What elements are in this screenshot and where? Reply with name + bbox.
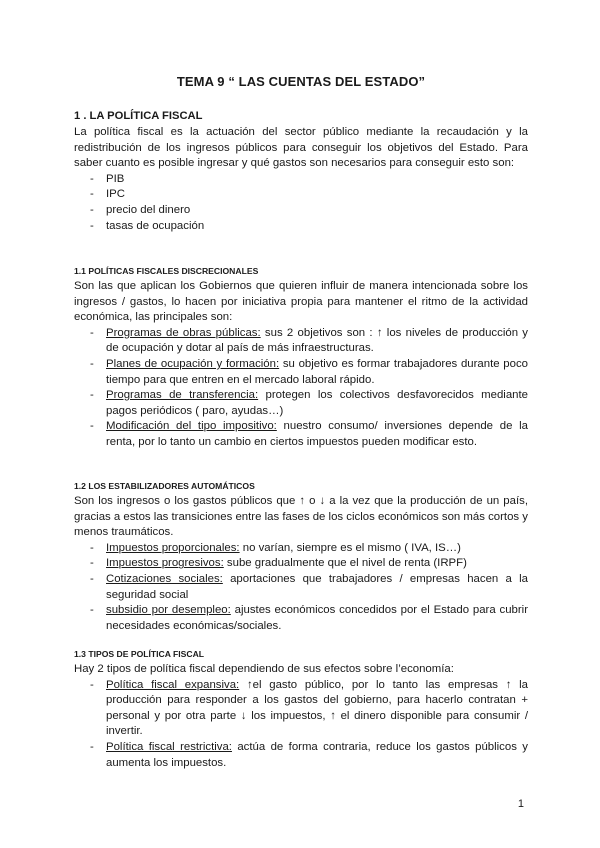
list-item (74, 603, 528, 634)
section-paragraph: Hay 2 tipos de política fiscal dependiendo de sus efectos sobre l’economía: (74, 663, 454, 675)
item-term: Planes de ocupación y formación: (106, 357, 280, 370)
item-desc: sus 2 objetivos son : ↑ los niveles de producción y de ocupación y dotar al país de más infraestructuras. (106, 326, 528, 355)
section-paragraph: Son los ingresos o los gastos públicos que ↑ o ↓ a la vez que la producción de un país, gracias a estos las transiciones entre las fases de los ciclos económicos son más cortos y menos traumáticos. (74, 495, 528, 539)
list-item (74, 541, 528, 557)
list-item (74, 357, 528, 388)
list-item (74, 326, 528, 357)
page-number: 1 (517, 798, 524, 810)
list-item (74, 388, 528, 419)
item-term: Impuestos proporcionales: (106, 541, 240, 554)
item-term: Programas de transferencia: (106, 389, 259, 402)
list-item (74, 419, 528, 450)
list-item: - precio del dinero (74, 203, 528, 219)
item-term: subsidio por desempleo: (106, 604, 231, 617)
section-heading: 1 . LA POLÍTICA FISCAL (74, 110, 203, 122)
item-term: Política fiscal restrictiva: (106, 740, 232, 753)
item-term: Cotizaciones sociales: (106, 572, 223, 585)
section-politica-fiscal (74, 110, 528, 234)
bullet-list (74, 172, 528, 234)
item-term: Impuestos progresivos: (106, 557, 224, 570)
item-desc: protegen los colectivos desfavorecidos mediante pagos periódicos ( paro, ayudas…) (106, 389, 529, 417)
section-tipos-politica-fiscal (74, 649, 528, 771)
list-item: - tasas de ocupación (74, 219, 528, 235)
list-item: - IPC (74, 187, 528, 203)
section-heading: 1.1 POLÍTICAS FISCALES DISCRECIONALES (74, 266, 259, 276)
bullet-list (74, 326, 528, 451)
section-heading: 1.3 TIPOS DE POLÍTICA FISCAL (74, 649, 205, 659)
item-desc: sube gradualmente que el nivel de renta (IRPF) (223, 557, 467, 570)
item-desc: nuestro consumo/ inversiones depende de la renta, por lo tanto un cambio en ciertos impuestos pueden modificar esto. (106, 420, 528, 448)
list-item (74, 740, 528, 771)
item-desc: aportaciones que trabajadores / empresas hacen a la seguridad social (106, 572, 528, 601)
item-desc: su objetivo es formar trabajadores durante poco tiempo para que entren en el mercado laboral rápido. (106, 357, 528, 386)
list-item (74, 556, 528, 572)
list-item: - PIB (74, 172, 528, 188)
bullet-list (74, 678, 528, 772)
page-title: TEMA 9 “ LAS CUENTAS DEL ESTADO” (176, 74, 426, 89)
section-heading: 1.2 LOS ESTABILIZADORES AUTOMÁTICOS (74, 481, 255, 491)
item-desc: ajustes económicos concedidos por el Estado para cubrir necesidades económicas/sociales. (106, 604, 528, 632)
item-term: Modificación del tipo impositivo: (106, 420, 277, 433)
bullet-list (74, 541, 528, 635)
item-term: Política fiscal expansiva: (106, 678, 240, 691)
item-desc: no varían, siempre es el mismo ( IVA, IS…) (239, 541, 461, 554)
list-item (74, 572, 528, 603)
section-estabilizadores (74, 481, 528, 634)
section-paragraph: La política fiscal es la actuación del sector público mediante la recaudación y la redistribución de los ingresos públicos para conseguir los objetivos del Estado. Para saber cuanto es posible ingresar y qué gastos son necesarios para conseguir esto son: (74, 126, 528, 170)
section-paragraph: Son las que aplican los Gobiernos que quieren influir de manera intencionada sobre los ingresos / gastos, lo hacen por iniciativa propia para mantener el ritmo de la actividad económica, las principales son: (74, 280, 528, 324)
item-desc: actúa de forma contraria, reduce los gastos públicos y aumenta los impuestos. (106, 740, 528, 769)
list-item (74, 678, 528, 740)
item-desc: ↑el gasto público, por lo tanto las empresas ↑ la producción para responder a los gastos del gobierno, para hacerlo contratan + personal y por otra parte ↓ los impuestos, ↑ el dinero disponible para consumir / invertir. (106, 678, 528, 738)
section-politicas-discrecionales (74, 266, 528, 451)
item-term: Programas de obras públicas: (106, 326, 261, 339)
